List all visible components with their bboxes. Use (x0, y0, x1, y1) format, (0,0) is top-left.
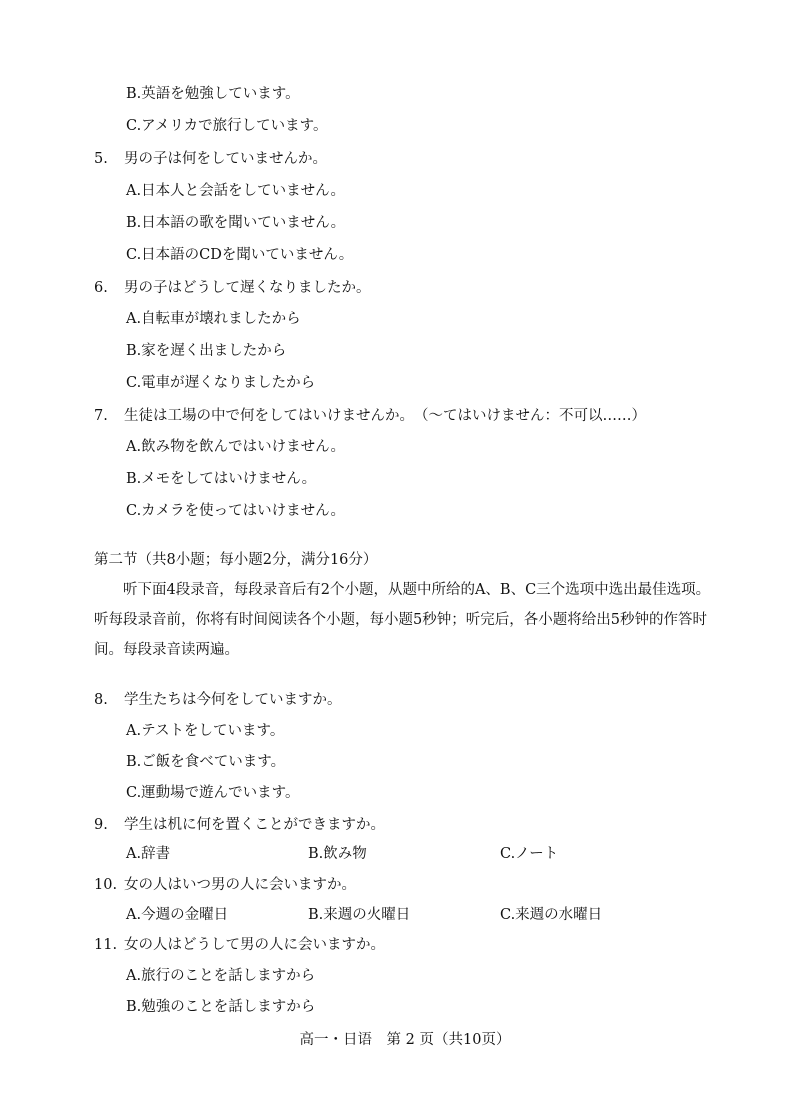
question-text: 学生は机に何を置くことができますか。 (124, 817, 385, 833)
option-a-q9: A.辞書 (126, 846, 171, 862)
page-footer: 高一・日语 第 2 页（共10页） (299, 1032, 511, 1048)
question-number: 8. (94, 692, 108, 708)
option-b-q8: B.ご飯を食べています。 (126, 754, 286, 770)
option-b-q10: B.来週の火曜日 (308, 907, 411, 923)
option-c-q4: C.アメリカで旅行しています。 (126, 118, 328, 134)
question-number: 9. (94, 817, 108, 833)
option-b-q7: B.メモをしてはいけません。 (126, 471, 317, 487)
option-c-q7: C.カメラを使ってはいけません。 (126, 503, 346, 519)
option-c-q8: C.運動場で遊んでいます。 (126, 785, 300, 801)
section-instructions: 听下面4段录音，每段录音后有2个小题，从题中所给的A、B、C三个选项中选出最佳选项。听每段录音前，你将有时间阅读各个小题，每小题5秒钟；听完后，各小题将给出5秒钟的作答时间。每段录音读两遍。 (94, 582, 711, 658)
option-a-q5: A.日本人と会話をしていません。 (126, 183, 345, 199)
option-c-q9: C.ノート (500, 846, 559, 862)
option-a-q6: A.自転車が壊れましたから (126, 311, 301, 327)
question-number: 7. (94, 408, 108, 424)
option-c-q10: C.来週の水曜日 (500, 907, 603, 923)
option-a-q10: A.今週の金曜日 (126, 907, 229, 923)
question-text: 生徒は工場の中で何をしてはいけませんか。 （～てはいけません：不可以……） (124, 408, 646, 424)
option-c-q5: C.日本語のCDを聞いていません。 (126, 247, 354, 263)
option-b-q9: B.飲み物 (308, 846, 367, 862)
question-text: 男の子は何をしていませんか。 (124, 151, 327, 167)
option-b-q4: B.英語を勉強しています。 (126, 86, 300, 102)
option-b-q6: B.家を遅く出ましたから (126, 343, 287, 359)
option-a-q11: A.旅行のことを話しますから (126, 968, 316, 984)
option-b-q5: B.日本語の歌を聞いていません。 (126, 215, 346, 231)
question-text: 女の人はどうして男の人に会いますか。 (124, 937, 385, 953)
question-number: 6. (94, 280, 108, 296)
question-number: 11. (94, 937, 118, 953)
option-a-q8: A.テストをしています。 (126, 723, 285, 739)
question-number: 10. (94, 877, 118, 893)
question-number: 5. (94, 151, 108, 167)
question-text: 男の子はどうして遅くなりましたか。 (124, 280, 371, 296)
option-a-q7: A.飲み物を飲んではいけません。 (126, 439, 345, 455)
option-b-q11: B.勉強のことを話しますから (126, 999, 316, 1015)
question-text: 女の人はいつ男の人に会いますか。 (124, 877, 356, 893)
section-heading: 第二节（共8小题；每小题2分，满分16分） (94, 552, 378, 568)
option-c-q6: C.電車が遅くなりましたから (126, 375, 316, 391)
question-text: 学生たちは今何をしていますか。 (124, 692, 342, 708)
